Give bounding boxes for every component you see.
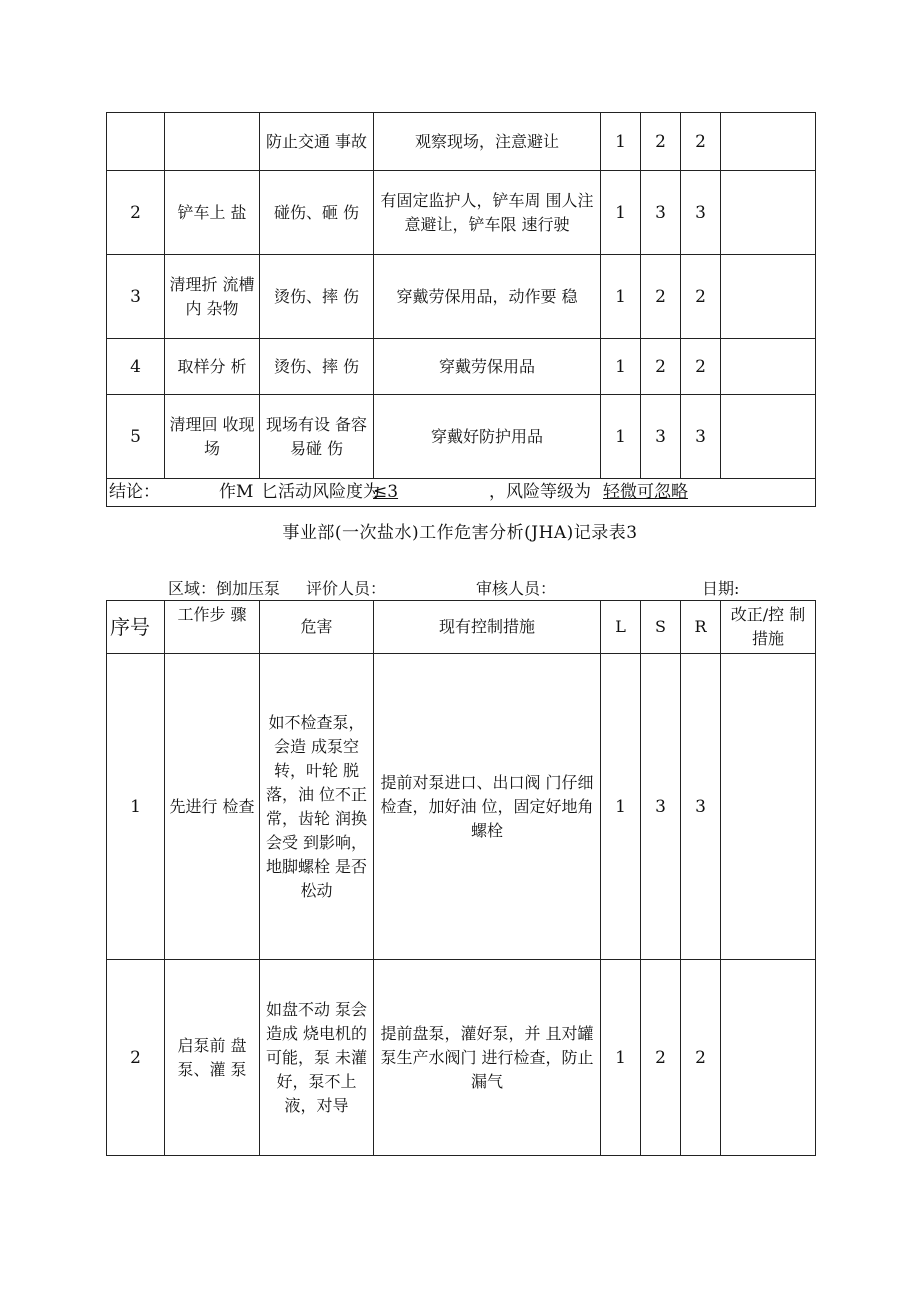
header-step: 工作步 骤 [165,601,260,654]
conclusion-level-value: 轻微可忽略 [603,482,688,502]
header-s: S [641,601,681,654]
cell-control: 有固定监护人，铲车周 围人注意避让，铲车限 速行驶 [374,171,601,255]
table-row [107,171,816,255]
jha-table-continued [106,112,816,479]
meta-reviewer: 审核人员： [476,579,557,598]
table-row [107,960,816,1156]
cell-s: 2 [641,113,681,171]
meta-area: 区域：倒加压泵 [168,579,281,598]
cell-control: 穿戴劳保用品 [374,339,601,395]
cell-hazard: 现场有设 备容易碰 伤 [260,395,374,479]
cell-improve [721,255,816,339]
cell-seq: 3 [107,255,165,339]
cell-improve [721,960,816,1156]
header-l: L [601,601,641,654]
cell-seq: 1 [107,654,165,960]
cell-l: 1 [601,255,641,339]
cell-l: 1 [601,960,641,1156]
conclusion-level-text: ，风险等级为 [489,482,591,502]
cell-step: 先进行 检查 [165,654,260,960]
cell-step: 清理回 收现场 [165,395,260,479]
table-row [107,113,816,171]
cell-s: 2 [641,960,681,1156]
table-header-row [107,601,816,654]
cell-hazard: 如盘不动 泵会造成 烧电机的 可能，泵 未灌好，泵不上 液，对导 [260,960,374,1156]
table-caption: 事业部(一次盐水)工作危害分析(JHA)记录表3 [282,523,638,543]
cell-s: 3 [641,654,681,960]
cell-improve [721,339,816,395]
header-control: 现有控制措施 [374,601,601,654]
cell-hazard: 防止交通 事故 [260,113,374,171]
meta-date: 日期: [702,579,740,598]
jha-table-3 [106,600,816,1156]
cell-step: 铲车上 盐 [165,171,260,255]
cell-hazard: 烫伤、摔 伤 [260,339,374,395]
cell-r: 2 [681,113,721,171]
conclusion-label: 结论： [109,482,160,502]
cell-hazard: 烫伤、摔 伤 [260,255,374,339]
cell-r: 2 [681,960,721,1156]
cell-r: 3 [681,395,721,479]
cell-r: 3 [681,171,721,255]
cell-r: 2 [681,255,721,339]
conclusion-work: 作M [219,482,254,502]
header-hazard: 危害 [260,601,374,654]
cell-seq: 4 [107,339,165,395]
cell-step [165,113,260,171]
cell-r: 2 [681,339,721,395]
cell-l: 1 [601,113,641,171]
cell-improve [721,171,816,255]
header-r: R [681,601,721,654]
table-row [107,255,816,339]
cell-control: 穿戴劳保用品，动作要 稳 [374,255,601,339]
cell-seq: 2 [107,960,165,1156]
cell-improve [721,654,816,960]
cell-s: 3 [641,171,681,255]
header-improve: 改正/控 制措施 [721,601,816,654]
cell-s: 2 [641,255,681,339]
cell-s: 2 [641,339,681,395]
conclusion-risk-text: 匕活动风险度为 [261,482,380,502]
cell-control: 提前对泵进口、出口阀 门仔细检查，加好油 位，固定好地角螺栓 [374,654,601,960]
cell-r: 3 [681,654,721,960]
table-row [107,654,816,960]
cell-seq: 2 [107,171,165,255]
cell-step: 清理折 流槽内 杂物 [165,255,260,339]
conclusion-risk-value: ≤3 [373,482,399,502]
cell-seq: 5 [107,395,165,479]
cell-s: 3 [641,395,681,479]
cell-control: 穿戴好防护用品 [374,395,601,479]
meta-evaluator: 评价人员： [306,579,387,598]
conclusion-row [106,478,816,507]
cell-l: 1 [601,395,641,479]
header-seq: 序号 [107,601,165,654]
cell-hazard: 碰伤、砸 伤 [260,171,374,255]
cell-hazard: 如不检查泵，会造 成泵空转，叶轮 脱落，油 位不正常，齿轮 润换会受 到影响， 地脚螺栓 是否松动 [260,654,374,960]
cell-step: 启泵前 盘泵、灌 泵 [165,960,260,1156]
cell-l: 1 [601,171,641,255]
cell-seq [107,113,165,171]
cell-control: 观察现场，注意避让 [374,113,601,171]
cell-l: 1 [601,339,641,395]
table-row [107,339,816,395]
table-row [107,395,816,479]
cell-step: 取样分 析 [165,339,260,395]
cell-l: 1 [601,654,641,960]
cell-improve [721,113,816,171]
cell-control: 提前盘泵，灌好泵，并 且对罐泵生产水阀门 进行检查，防止漏气 [374,960,601,1156]
cell-improve [721,395,816,479]
